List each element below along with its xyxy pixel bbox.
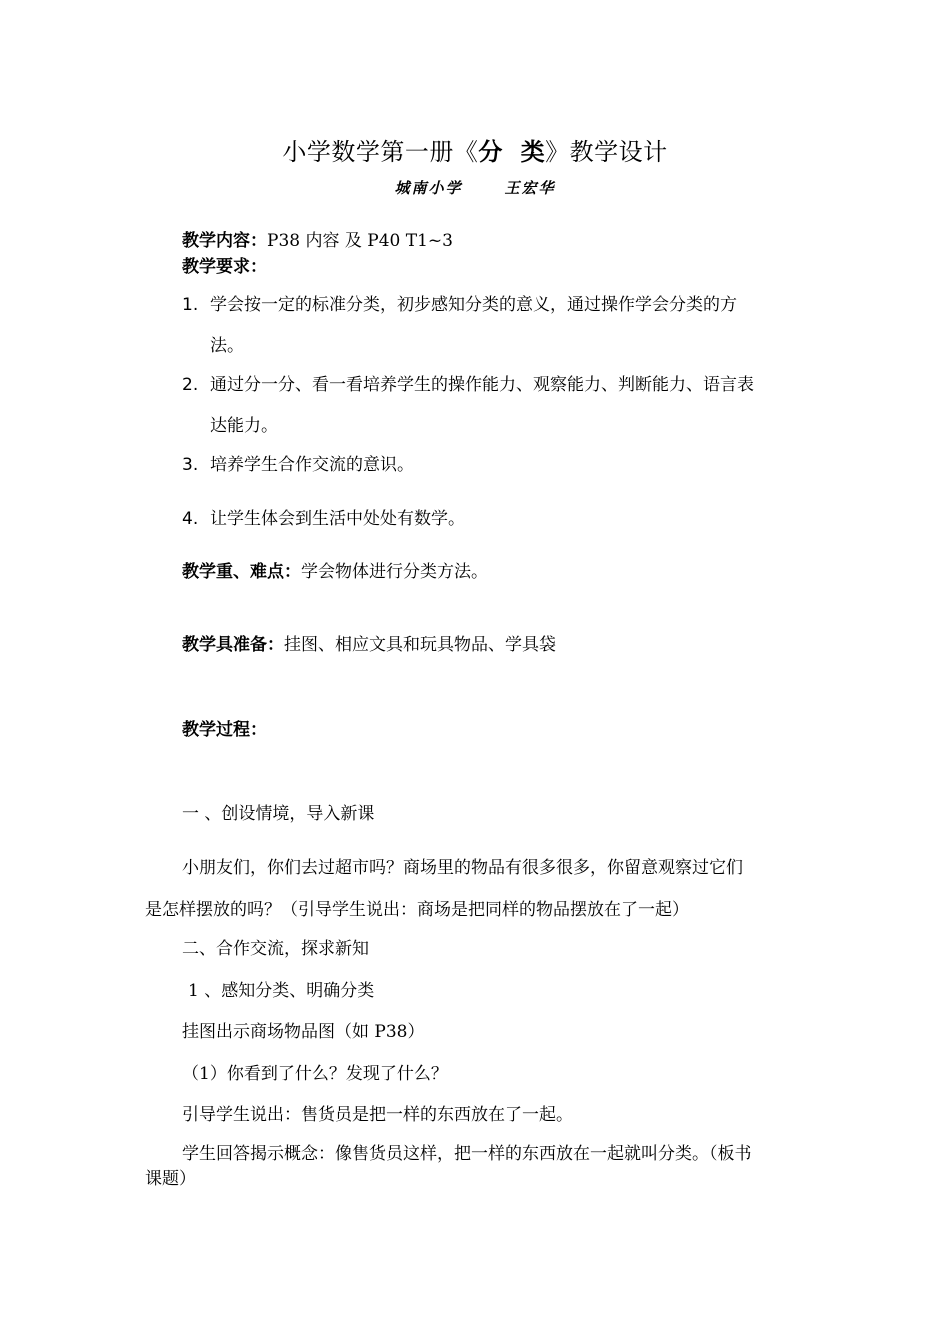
section2-heading: 二、合作交流，探求新知 bbox=[182, 939, 369, 959]
requirement-4 bbox=[182, 504, 465, 529]
req3-text: 培养学生合作交流的意识。 bbox=[210, 455, 414, 475]
section2-line-c: 引导学生说出：售货员是把一样的东西放在了一起。 bbox=[182, 1105, 573, 1125]
requirements-label: 教学要求： bbox=[182, 257, 267, 277]
prep-label: 教学具准备： bbox=[182, 635, 284, 655]
prep-line bbox=[182, 630, 556, 655]
req2-number: 2. bbox=[182, 375, 199, 395]
section2-sub1: 1 、感知分类、明确分类 bbox=[188, 981, 375, 1001]
requirement-1 bbox=[182, 290, 737, 315]
section1-para-line2: 是怎样摆放的吗？（引导学生说出：商场是把同样的物品摆放在了一起） bbox=[145, 900, 689, 920]
req3-number: 3. bbox=[182, 455, 199, 475]
section1-para-line1: 小朋友们，你们去过超市吗？商场里的物品有很多很多，你留意观察过它们 bbox=[182, 858, 743, 878]
title-prefix: 小学数学第一册《 bbox=[282, 138, 479, 166]
author-name: 王宏华 bbox=[504, 179, 556, 197]
focus-value: 学会物体进行分类方法。 bbox=[301, 562, 488, 582]
author-line bbox=[0, 177, 950, 198]
req2-line1: 通过分一分、看一看培养学生的操作能力、观察能力、判断能力、语言表 bbox=[210, 375, 754, 395]
req1-line1: 学会按一定的标准分类，初步感知分类的意义，通过操作学会分类的方 bbox=[210, 295, 737, 315]
section2-line-a: 挂图出示商场物品图（如 P38） bbox=[182, 1022, 425, 1042]
process-label: 教学过程： bbox=[182, 720, 267, 740]
content-label: 教学内容： bbox=[182, 231, 267, 251]
author-school: 城南小学 bbox=[394, 179, 463, 197]
content-value: P38 内容 及 P40 T1~3 bbox=[267, 231, 453, 251]
prep-value: 挂图、相应文具和玩具物品、学具袋 bbox=[284, 635, 556, 655]
req1-number: 1. bbox=[182, 295, 199, 315]
section2-line-b: （1）你看到了什么？发现了什么？ bbox=[182, 1064, 448, 1084]
document-title bbox=[0, 132, 950, 167]
section1-heading: 一 、创设情境，导入新课 bbox=[182, 804, 375, 824]
req4-text: 让学生体会到生活中处处有数学。 bbox=[210, 509, 465, 529]
title-suffix: 》教学设计 bbox=[545, 138, 668, 166]
focus-label: 教学重、难点： bbox=[182, 562, 301, 582]
section2-line-d2: 课题） bbox=[145, 1169, 196, 1189]
focus-line bbox=[182, 557, 488, 582]
req1-line2: 法。 bbox=[210, 336, 244, 356]
requirement-2 bbox=[182, 370, 754, 395]
requirement-3 bbox=[182, 450, 414, 475]
content-line bbox=[182, 226, 453, 251]
req2-line2: 达能力。 bbox=[210, 416, 278, 436]
title-bold: 分 类 bbox=[478, 138, 546, 166]
section2-line-d1: 学生回答揭示概念：像售货员这样，把一样的东西放在一起就叫分类。（板书 bbox=[182, 1144, 752, 1164]
req4-number: 4. bbox=[182, 509, 199, 529]
